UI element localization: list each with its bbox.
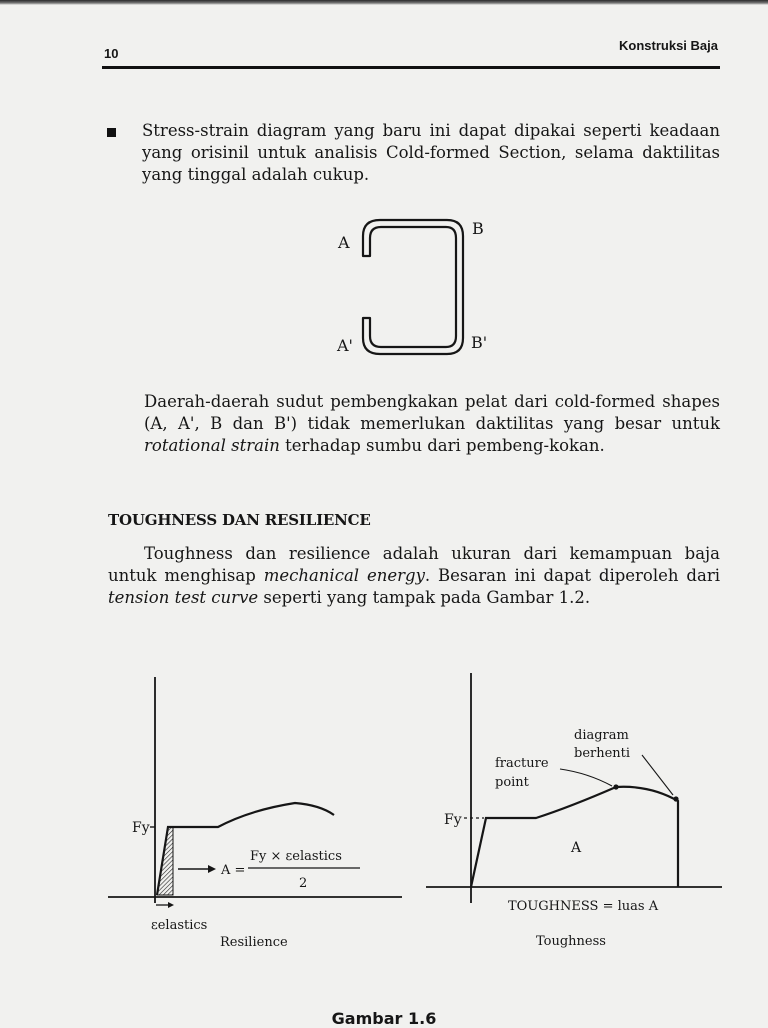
- resilience-caption: Resilience: [220, 935, 288, 950]
- resilience-formula-denominator: 2: [299, 876, 308, 891]
- resilience-chart: [108, 677, 402, 950]
- toughness-paragraph-part2: . Besaran ini dapat diperoleh dari: [424, 566, 720, 585]
- bullet-item: [104, 120, 720, 186]
- corner-label-a: A: [338, 233, 350, 252]
- toughness-caption: Toughness: [536, 934, 606, 949]
- toughness-area-label: A: [571, 840, 582, 856]
- corner-ductility-paragraph: [144, 391, 720, 457]
- toughness-paragraph-part1: Toughness dan resilience adalah ukuran dari kemampuan baja untuk menghisap: [108, 544, 720, 585]
- toughness-axis-label: TOUGHNESS = luas A: [508, 899, 659, 914]
- toughness-fy-label: Fy: [444, 812, 462, 828]
- cold-formed-channel-figure: [320, 208, 500, 358]
- bullet-text: Stress-strain diagram yang baru ini dapat dipakai seperti keadaan yang orisinil untuk analisis Cold-formed Section, selama daktilitas yang tinggal adalah cukup.: [142, 121, 720, 184]
- page-number: 10: [104, 46, 119, 61]
- resilience-arrowhead-icon: [208, 865, 216, 873]
- stress-strain-figures: [100, 665, 740, 965]
- resilience-formula-lhs: A =: [221, 863, 246, 878]
- corner-label-b-prime: B': [471, 333, 488, 352]
- page-header: [102, 38, 720, 69]
- toughness-chart: [426, 673, 722, 949]
- bullet-square-icon: [107, 128, 116, 137]
- corner-label-b: B: [472, 219, 484, 238]
- corner-label-a-prime: A': [337, 336, 353, 355]
- channel-section-outline: [363, 220, 463, 354]
- fracture-point-leader: [560, 769, 612, 786]
- toughness-paragraph-part3: seperti yang tampak pada Gambar 1.2.: [258, 588, 591, 607]
- fracture-point-label-line2: point: [495, 775, 529, 790]
- resilience-epsilon-label: εelastics: [151, 918, 208, 933]
- fracture-point-label-line1: fracture: [495, 756, 549, 771]
- corner-paragraph-part1: Daerah-daerah sudut pembengkakan pelat dari cold-formed shapes (A, A', B dan B') tidak memerlukan daktilitas yang besar untuk: [144, 392, 720, 433]
- running-title: Konstruksi Baja: [619, 38, 718, 53]
- diagram-stop-marker: [673, 796, 678, 801]
- fracture-point-marker: [613, 784, 618, 789]
- resilience-fy-label: Fy: [132, 820, 150, 836]
- scan-edge: [0, 0, 768, 5]
- diagram-stop-label-line1: diagram: [574, 728, 629, 743]
- section-heading: TOUGHNESS DAN RESILIENCE: [108, 511, 371, 529]
- figure-caption: Gambar 1.6: [331, 1009, 437, 1028]
- toughness-paragraph-emphasis2: tension test curve: [108, 588, 259, 607]
- diagram-stop-label-line2: berhenti: [574, 746, 631, 761]
- toughness-paragraph-emphasis1: mechanical energy: [263, 566, 425, 585]
- resilience-formula-numerator: Fy × εelastics: [250, 849, 342, 864]
- corner-paragraph-emphasis: rotational strain: [144, 436, 280, 455]
- toughness-curve: [471, 787, 678, 887]
- corner-paragraph-part2: terhadap sumbu dari pembeng-kokan.: [279, 436, 605, 455]
- toughness-paragraph: [108, 543, 720, 609]
- resilience-epsilon-arrowhead-icon: [168, 902, 174, 908]
